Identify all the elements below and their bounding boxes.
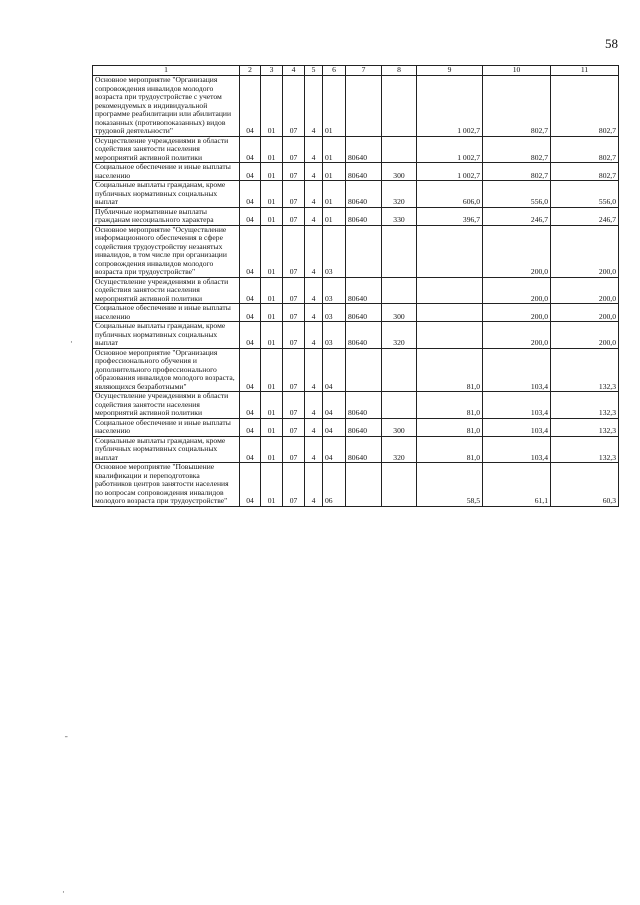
code-cell: 4 bbox=[305, 225, 323, 277]
code-cell: 07 bbox=[283, 207, 305, 225]
amount-cell: 1 002,7 bbox=[417, 136, 483, 163]
table-row bbox=[93, 225, 619, 277]
code-cell: 04 bbox=[240, 348, 261, 392]
row-name: Осуществление учреждениями в области содействия занятости населения мероприятий активной политики bbox=[93, 277, 240, 304]
code-cell: 01 bbox=[261, 322, 283, 349]
table-row bbox=[93, 322, 619, 349]
code-cell: 07 bbox=[283, 322, 305, 349]
code-cell: 04 bbox=[323, 348, 346, 392]
code-cell: 04 bbox=[240, 304, 261, 322]
amount-cell: 246,7 bbox=[551, 207, 619, 225]
code-cell: 4 bbox=[305, 436, 323, 463]
code-cell bbox=[382, 225, 417, 277]
code-cell: 01 bbox=[323, 207, 346, 225]
code-cell: 80640 bbox=[346, 181, 382, 208]
code-cell: 07 bbox=[283, 225, 305, 277]
code-cell: 07 bbox=[283, 436, 305, 463]
code-cell: 01 bbox=[261, 181, 283, 208]
row-name: Основное мероприятие "Организация профессионального обучения и дополнительного профессионального образования инвалидов молодого возраста, являющихся безработными" bbox=[93, 348, 240, 392]
row-name: Основное мероприятие "Осуществление информационного обеспечения в сфере содействия трудоустройству незанятых инвалидов, в том числе при организации сопровождения инвалидов молодого возраста при трудоустройстве" bbox=[93, 225, 240, 277]
code-cell: 07 bbox=[283, 348, 305, 392]
code-cell: 04 bbox=[240, 76, 261, 137]
amount-cell: 81,0 bbox=[417, 418, 483, 436]
amount-cell: 556,0 bbox=[483, 181, 551, 208]
code-cell: 80640 bbox=[346, 163, 382, 181]
column-header: 2 bbox=[240, 66, 261, 76]
code-cell: 01 bbox=[261, 463, 283, 507]
table-row bbox=[93, 348, 619, 392]
code-cell: 01 bbox=[261, 436, 283, 463]
amount-cell: 200,0 bbox=[551, 322, 619, 349]
code-cell bbox=[382, 76, 417, 137]
code-cell: 07 bbox=[283, 163, 305, 181]
table-row bbox=[93, 463, 619, 507]
code-cell: 4 bbox=[305, 76, 323, 137]
code-cell: 07 bbox=[283, 463, 305, 507]
amount-cell: 103,4 bbox=[483, 436, 551, 463]
code-cell bbox=[382, 136, 417, 163]
table-row bbox=[93, 277, 619, 304]
amount-cell: 200,0 bbox=[551, 277, 619, 304]
amount-cell: 802,7 bbox=[483, 163, 551, 181]
amount-cell: 1 002,7 bbox=[417, 76, 483, 137]
code-cell: 4 bbox=[305, 181, 323, 208]
amount-cell: 60,3 bbox=[551, 463, 619, 507]
table-row bbox=[93, 163, 619, 181]
code-cell: 04 bbox=[240, 163, 261, 181]
code-cell: 04 bbox=[240, 436, 261, 463]
budget-table bbox=[92, 65, 619, 507]
code-cell: 300 bbox=[382, 418, 417, 436]
code-cell: 04 bbox=[323, 436, 346, 463]
amount-cell: 802,7 bbox=[551, 76, 619, 137]
code-cell: 80640 bbox=[346, 207, 382, 225]
code-cell: 04 bbox=[240, 136, 261, 163]
code-cell: 01 bbox=[323, 181, 346, 208]
code-cell: 04 bbox=[240, 463, 261, 507]
code-cell: 01 bbox=[261, 277, 283, 304]
code-cell: 01 bbox=[261, 392, 283, 419]
code-cell: 4 bbox=[305, 463, 323, 507]
code-cell: 4 bbox=[305, 163, 323, 181]
amount-cell: 132,3 bbox=[551, 392, 619, 419]
table-row bbox=[93, 392, 619, 419]
code-cell: 04 bbox=[240, 207, 261, 225]
row-name: Социальные выплаты гражданам, кроме публичных нормативных социальных выплат bbox=[93, 436, 240, 463]
amount-cell: 396,7 bbox=[417, 207, 483, 225]
amount-cell: 81,0 bbox=[417, 348, 483, 392]
column-header: 7 bbox=[346, 66, 382, 76]
amount-cell: 606,0 bbox=[417, 181, 483, 208]
table-row bbox=[93, 136, 619, 163]
code-cell: 80640 bbox=[346, 304, 382, 322]
column-header: 6 bbox=[323, 66, 346, 76]
code-cell: 01 bbox=[261, 225, 283, 277]
amount-cell: 200,0 bbox=[483, 322, 551, 349]
amount-cell: 802,7 bbox=[483, 76, 551, 137]
code-cell: 03 bbox=[323, 277, 346, 304]
code-cell: 04 bbox=[240, 418, 261, 436]
amount-cell: 1 002,7 bbox=[417, 163, 483, 181]
column-header: 9 bbox=[417, 66, 483, 76]
code-cell: 01 bbox=[261, 136, 283, 163]
code-cell: 330 bbox=[382, 207, 417, 225]
amount-cell: 81,0 bbox=[417, 392, 483, 419]
code-cell: 03 bbox=[323, 304, 346, 322]
amount-cell bbox=[417, 277, 483, 304]
code-cell: 01 bbox=[261, 304, 283, 322]
row-name: Осуществление учреждениями в области содействия занятости населения мероприятий активной политики bbox=[93, 136, 240, 163]
code-cell: 80640 bbox=[346, 322, 382, 349]
column-header: 11 bbox=[551, 66, 619, 76]
code-cell: 300 bbox=[382, 163, 417, 181]
code-cell: 07 bbox=[283, 304, 305, 322]
amount-cell: 132,3 bbox=[551, 418, 619, 436]
column-header: 8 bbox=[382, 66, 417, 76]
code-cell: 4 bbox=[305, 277, 323, 304]
code-cell: 320 bbox=[382, 181, 417, 208]
code-cell: 04 bbox=[240, 181, 261, 208]
code-cell: 4 bbox=[305, 418, 323, 436]
code-cell: 04 bbox=[240, 322, 261, 349]
amount-cell bbox=[417, 322, 483, 349]
amount-cell bbox=[417, 304, 483, 322]
code-cell: 01 bbox=[261, 207, 283, 225]
amount-cell: 200,0 bbox=[483, 277, 551, 304]
code-cell: 01 bbox=[261, 76, 283, 137]
row-name: Публичные нормативные выплаты гражданам несоциального характера bbox=[93, 207, 240, 225]
code-cell bbox=[382, 392, 417, 419]
code-cell: 03 bbox=[323, 225, 346, 277]
amount-cell: 200,0 bbox=[483, 304, 551, 322]
code-cell: 80640 bbox=[346, 277, 382, 304]
code-cell: 320 bbox=[382, 322, 417, 349]
table-header-row bbox=[93, 66, 619, 76]
amount-cell: 103,4 bbox=[483, 418, 551, 436]
code-cell: 04 bbox=[240, 225, 261, 277]
amount-cell: 246,7 bbox=[483, 207, 551, 225]
code-cell: 4 bbox=[305, 392, 323, 419]
code-cell: 01 bbox=[323, 136, 346, 163]
table-row bbox=[93, 418, 619, 436]
amount-cell: 132,3 bbox=[551, 348, 619, 392]
column-header: 10 bbox=[483, 66, 551, 76]
scan-artifact: ˉ bbox=[64, 736, 69, 746]
page-number: 58 bbox=[605, 36, 618, 51]
amount-cell: 802,7 bbox=[483, 136, 551, 163]
code-cell: 01 bbox=[261, 418, 283, 436]
code-cell: 80640 bbox=[346, 392, 382, 419]
row-name: Социальные выплаты гражданам, кроме публичных нормативных социальных выплат bbox=[93, 322, 240, 349]
amount-cell: 200,0 bbox=[551, 304, 619, 322]
scan-artifact: · bbox=[70, 338, 73, 348]
code-cell bbox=[382, 277, 417, 304]
code-cell bbox=[346, 463, 382, 507]
code-cell: 03 bbox=[323, 322, 346, 349]
table-row bbox=[93, 76, 619, 137]
code-cell: 01 bbox=[323, 163, 346, 181]
code-cell: 01 bbox=[261, 163, 283, 181]
code-cell: 4 bbox=[305, 207, 323, 225]
code-cell: 300 bbox=[382, 304, 417, 322]
code-cell bbox=[382, 463, 417, 507]
code-cell: 06 bbox=[323, 463, 346, 507]
amount-cell bbox=[417, 225, 483, 277]
column-header: 5 bbox=[305, 66, 323, 76]
code-cell bbox=[346, 76, 382, 137]
code-cell: 07 bbox=[283, 277, 305, 304]
column-header: 1 bbox=[93, 66, 240, 76]
amount-cell: 103,4 bbox=[483, 392, 551, 419]
code-cell: 04 bbox=[323, 392, 346, 419]
row-name: Основное мероприятие "Повышение квалификации и переподготовка работников центров занятости населения по вопросам сопровождения инвалидов молодого возраста при трудоустройстве" bbox=[93, 463, 240, 507]
row-name: Социальное обеспечение и иные выплаты населению bbox=[93, 304, 240, 322]
code-cell: 07 bbox=[283, 392, 305, 419]
table-row bbox=[93, 436, 619, 463]
amount-cell: 802,7 bbox=[551, 163, 619, 181]
code-cell: 4 bbox=[305, 348, 323, 392]
code-cell: 04 bbox=[240, 277, 261, 304]
code-cell: 07 bbox=[283, 418, 305, 436]
code-cell bbox=[346, 348, 382, 392]
code-cell: 04 bbox=[240, 392, 261, 419]
code-cell bbox=[382, 348, 417, 392]
column-header: 4 bbox=[283, 66, 305, 76]
code-cell: 04 bbox=[323, 418, 346, 436]
code-cell: 4 bbox=[305, 304, 323, 322]
code-cell: 80640 bbox=[346, 418, 382, 436]
code-cell: 01 bbox=[261, 348, 283, 392]
amount-cell: 200,0 bbox=[483, 225, 551, 277]
code-cell: 07 bbox=[283, 76, 305, 137]
row-name: Социальное обеспечение и иные выплаты населению bbox=[93, 418, 240, 436]
amount-cell: 200,0 bbox=[551, 225, 619, 277]
row-name: Основное мероприятие "Организация сопровождения инвалидов молодого возраста при трудоустройстве с учетом рекомендуемых в индивидуальной программе реабилитации или абилитации показанных (противопоказанных) видов трудовой деятельности" bbox=[93, 76, 240, 137]
code-cell: 80640 bbox=[346, 136, 382, 163]
amount-cell: 132,3 bbox=[551, 436, 619, 463]
amount-cell: 81,0 bbox=[417, 436, 483, 463]
code-cell: 4 bbox=[305, 136, 323, 163]
code-cell: 320 bbox=[382, 436, 417, 463]
code-cell: 80640 bbox=[346, 436, 382, 463]
row-name: Социальные выплаты гражданам, кроме публичных нормативных социальных выплат bbox=[93, 181, 240, 208]
code-cell: 01 bbox=[323, 76, 346, 137]
table-row bbox=[93, 304, 619, 322]
amount-cell: 103,4 bbox=[483, 348, 551, 392]
table-row bbox=[93, 181, 619, 208]
scan-artifact: · bbox=[62, 888, 65, 898]
code-cell: 07 bbox=[283, 181, 305, 208]
amount-cell: 556,0 bbox=[551, 181, 619, 208]
row-name: Осуществление учреждениями в области содействия занятости населения мероприятий активной политики bbox=[93, 392, 240, 419]
row-name: Социальное обеспечение и иные выплаты населению bbox=[93, 163, 240, 181]
column-header: 3 bbox=[261, 66, 283, 76]
amount-cell: 58,5 bbox=[417, 463, 483, 507]
amount-cell: 802,7 bbox=[551, 136, 619, 163]
code-cell: 07 bbox=[283, 136, 305, 163]
code-cell: 4 bbox=[305, 322, 323, 349]
table-row bbox=[93, 207, 619, 225]
code-cell bbox=[346, 225, 382, 277]
amount-cell: 61,1 bbox=[483, 463, 551, 507]
